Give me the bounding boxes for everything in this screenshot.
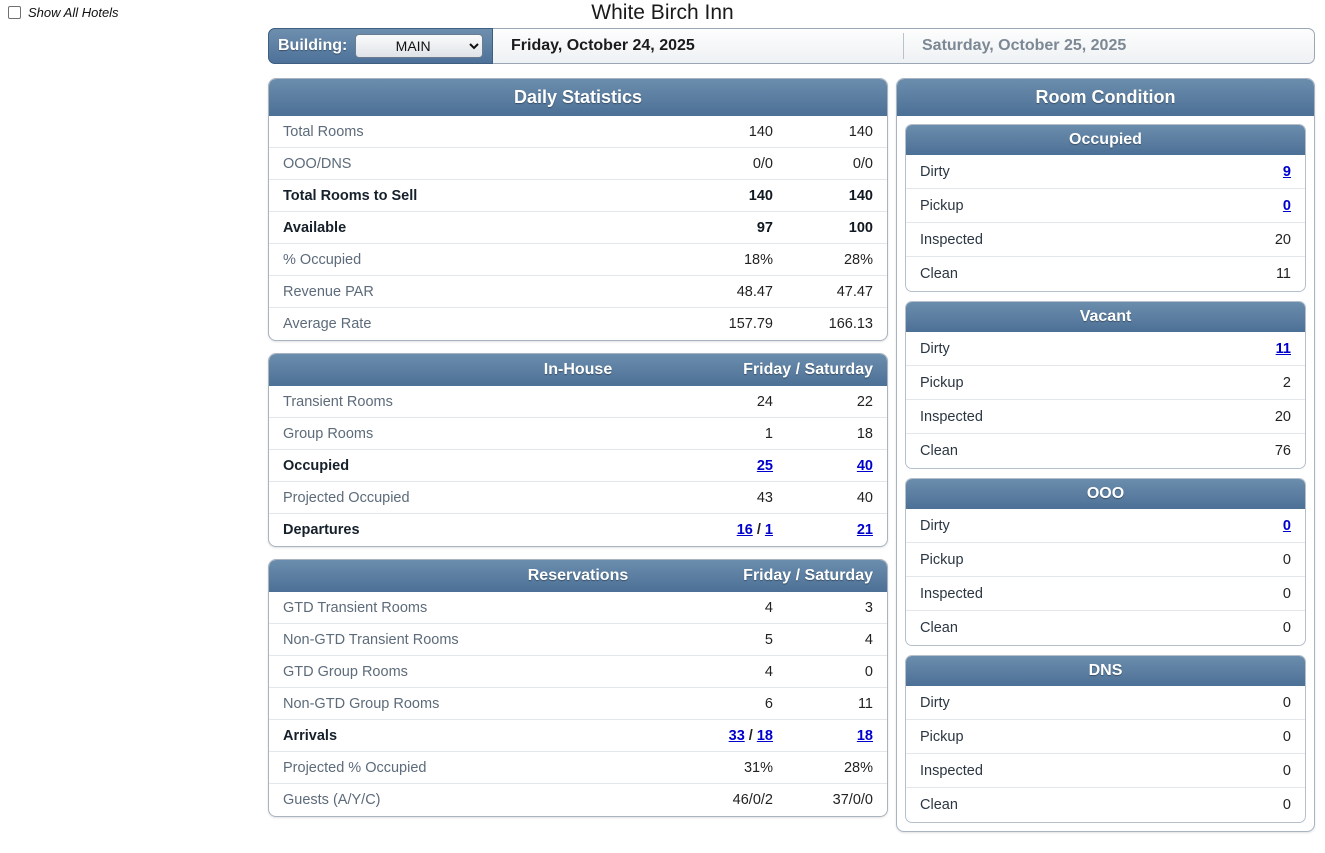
row-value-today: 31% xyxy=(743,759,773,776)
list-item xyxy=(906,686,1305,720)
row-value-next: 3 xyxy=(864,599,873,616)
vacant-clean-value: 76 xyxy=(1274,443,1291,459)
row-label: Group Rooms xyxy=(283,425,374,442)
list-item xyxy=(906,577,1305,611)
in-house-title: In-House xyxy=(543,361,613,378)
in-house-header xyxy=(269,354,887,386)
row-value-today: 18% xyxy=(743,251,773,268)
row-label: Arrivals xyxy=(283,727,338,744)
list-item xyxy=(906,366,1305,400)
building-label: Building: xyxy=(278,37,348,54)
right-column xyxy=(896,78,1315,832)
row-value-today: 24 xyxy=(756,393,773,410)
row-label: Pickup xyxy=(920,374,964,391)
list-item xyxy=(906,754,1305,788)
row-value-today: 97 xyxy=(756,219,773,236)
row-label: Dirty xyxy=(920,694,950,711)
row-label: Departures xyxy=(283,522,360,538)
room-condition-panel xyxy=(896,78,1315,832)
list-item xyxy=(906,434,1305,468)
row-value-next: 140 xyxy=(848,123,873,140)
ooo-inspected-value: 0 xyxy=(1282,585,1291,602)
row-value-next: 18 xyxy=(856,425,873,442)
list-item xyxy=(906,400,1305,434)
list-item xyxy=(906,189,1305,223)
occupied-inspected-value: 20 xyxy=(1274,231,1291,248)
list-item xyxy=(906,611,1305,645)
arrivals-today-link[interactable]: 33 xyxy=(728,727,745,744)
occupied-next-link[interactable]: 40 xyxy=(856,457,873,474)
card-title: Occupied xyxy=(906,125,1305,155)
list-item xyxy=(906,509,1305,543)
show-all-hotels-label: Show All Hotels xyxy=(28,5,119,20)
row-value-today: 4 xyxy=(764,599,773,616)
row-value-today: 0/0 xyxy=(752,155,773,172)
row-label: Pickup xyxy=(920,197,964,214)
building-date-bar xyxy=(268,28,1315,64)
row-label: Non-GTD Group Rooms xyxy=(283,695,440,712)
row-value-today: 46/0/2 xyxy=(732,792,773,808)
row-label: Non-GTD Transient Rooms xyxy=(283,631,459,648)
row-value-next: 4 xyxy=(864,631,873,648)
date-today[interactable]: Friday, October 24, 2025 xyxy=(511,37,695,54)
row-label: Revenue PAR xyxy=(283,283,374,300)
reservations-title: Reservations xyxy=(527,567,629,584)
arrivals-separator: / xyxy=(748,727,753,744)
row-value-today: 48.47 xyxy=(736,283,773,300)
table-row-departures xyxy=(269,514,887,546)
row-value-next: 37/0/0 xyxy=(832,792,873,808)
row-value-next: 11 xyxy=(857,695,873,712)
row-value-next: 47.47 xyxy=(836,283,873,300)
card-title: DNS xyxy=(906,656,1305,686)
room-condition-body xyxy=(897,116,1314,831)
row-label: OOO/DNS xyxy=(283,155,352,172)
row-value-today: 140 xyxy=(748,123,773,140)
row-value-next: 100 xyxy=(848,219,873,236)
row-label: Average Rate xyxy=(283,316,372,332)
row-label: GTD Transient Rooms xyxy=(283,599,428,616)
daily-statistics-title: Daily Statistics xyxy=(269,79,887,116)
departures-today-link[interactable]: 16 xyxy=(736,522,753,538)
row-label: Inspected xyxy=(920,585,983,602)
table-row xyxy=(269,784,887,816)
table-row xyxy=(269,116,887,148)
row-value-today: 6 xyxy=(764,695,773,712)
table-row xyxy=(269,482,887,514)
row-label: Projected Occupied xyxy=(283,489,410,506)
vacant-dirty-link[interactable]: 11 xyxy=(1275,340,1291,357)
row-value-today: 4 xyxy=(764,663,773,680)
room-condition-card-dns xyxy=(905,655,1306,823)
row-label: GTD Group Rooms xyxy=(283,663,408,680)
table-row xyxy=(269,212,887,244)
reservations-days: Friday / Saturday xyxy=(743,567,873,584)
list-item xyxy=(906,257,1305,291)
row-label: Pickup xyxy=(920,728,964,745)
table-row xyxy=(269,752,887,784)
dns-clean-value: 0 xyxy=(1282,797,1291,813)
room-condition-title: Room Condition xyxy=(897,79,1314,116)
row-label: Pickup xyxy=(920,551,964,568)
card-title: Vacant xyxy=(906,302,1305,332)
table-row xyxy=(269,592,887,624)
list-item xyxy=(906,155,1305,189)
list-item xyxy=(906,543,1305,577)
row-label: Inspected xyxy=(920,231,983,248)
in-house-panel xyxy=(268,353,888,547)
reservations-header xyxy=(269,560,887,592)
ooo-clean-value: 0 xyxy=(1282,620,1291,636)
dns-pickup-value: 0 xyxy=(1282,728,1291,745)
departures-next-link[interactable]: 21 xyxy=(856,522,873,538)
occupied-pickup-link[interactable]: 0 xyxy=(1282,197,1291,214)
vacant-pickup-value: 2 xyxy=(1282,374,1291,391)
ooo-pickup-value: 0 xyxy=(1282,551,1291,568)
building-selector[interactable] xyxy=(268,28,493,64)
row-value-next: 28% xyxy=(843,759,873,776)
building-select[interactable] xyxy=(355,34,483,58)
list-item xyxy=(906,788,1305,822)
row-value-today: 140 xyxy=(748,187,773,204)
row-label: Clean xyxy=(920,266,958,282)
table-row xyxy=(269,418,887,450)
dns-dirty-value: 0 xyxy=(1282,694,1291,711)
row-value-today: 43 xyxy=(756,489,773,506)
occupied-today-link[interactable]: 25 xyxy=(756,457,773,474)
row-value-next: 28% xyxy=(843,251,873,268)
list-item xyxy=(906,720,1305,754)
row-label: Available xyxy=(283,219,347,236)
table-row xyxy=(269,656,887,688)
departures-today-secondary-link[interactable]: 1 xyxy=(764,522,773,538)
table-row xyxy=(269,180,887,212)
table-row xyxy=(269,276,887,308)
row-label: Occupied xyxy=(283,457,350,474)
row-label: Clean xyxy=(920,620,958,636)
row-label: Clean xyxy=(920,443,958,459)
arrivals-today-secondary-link[interactable]: 18 xyxy=(756,727,773,744)
room-condition-card-ooo xyxy=(905,478,1306,646)
row-value-next: 140 xyxy=(848,187,873,204)
card-title: OOO xyxy=(906,479,1305,509)
row-label: Inspected xyxy=(920,408,983,425)
row-value-next: 40 xyxy=(856,489,873,506)
row-label: Dirty xyxy=(920,340,950,357)
row-label: % Occupied xyxy=(283,251,362,268)
row-label: Dirty xyxy=(920,163,950,180)
row-label: Inspected xyxy=(920,762,983,779)
row-label: Total Rooms to Sell xyxy=(283,187,418,204)
occupied-dirty-link[interactable]: 9 xyxy=(1282,163,1291,180)
daily-statistics-panel xyxy=(268,78,888,341)
occupied-clean-value: 11 xyxy=(1275,266,1291,282)
table-row xyxy=(269,624,887,656)
row-label: Guests (A/Y/C) xyxy=(283,792,381,808)
list-item xyxy=(906,223,1305,257)
row-value-today: 5 xyxy=(764,631,773,648)
dns-inspected-value: 0 xyxy=(1282,762,1291,779)
row-label: Projected % Occupied xyxy=(283,759,427,776)
row-value-next: 22 xyxy=(856,393,873,410)
reservations-panel xyxy=(268,559,888,817)
table-row xyxy=(269,386,887,418)
room-condition-card-occupied xyxy=(905,124,1306,292)
table-row-arrivals xyxy=(269,720,887,752)
row-value-today: 157.79 xyxy=(728,316,773,332)
row-label: Total Rooms xyxy=(283,123,364,140)
table-row xyxy=(269,688,887,720)
list-item xyxy=(906,332,1305,366)
date-next[interactable]: Saturday, October 25, 2025 xyxy=(922,37,1127,54)
table-row xyxy=(269,244,887,276)
in-house-days: Friday / Saturday xyxy=(743,361,873,378)
ooo-dirty-link[interactable]: 0 xyxy=(1282,517,1291,534)
room-condition-card-vacant xyxy=(905,301,1306,469)
table-row xyxy=(269,148,887,180)
row-value-today: 1 xyxy=(764,425,773,442)
page-title: White Birch Inn xyxy=(591,1,734,24)
table-row xyxy=(269,450,887,482)
vacant-inspected-value: 20 xyxy=(1274,408,1291,425)
departures-separator: / xyxy=(756,522,761,538)
left-column xyxy=(268,78,888,817)
row-label: Clean xyxy=(920,797,958,813)
arrivals-next-link[interactable]: 18 xyxy=(856,727,873,744)
row-value-next: 0 xyxy=(864,663,873,680)
row-value-next: 166.13 xyxy=(828,316,873,332)
table-row xyxy=(269,308,887,340)
row-label: Dirty xyxy=(920,517,950,534)
row-value-next: 0/0 xyxy=(852,155,873,172)
row-label: Transient Rooms xyxy=(283,393,393,410)
